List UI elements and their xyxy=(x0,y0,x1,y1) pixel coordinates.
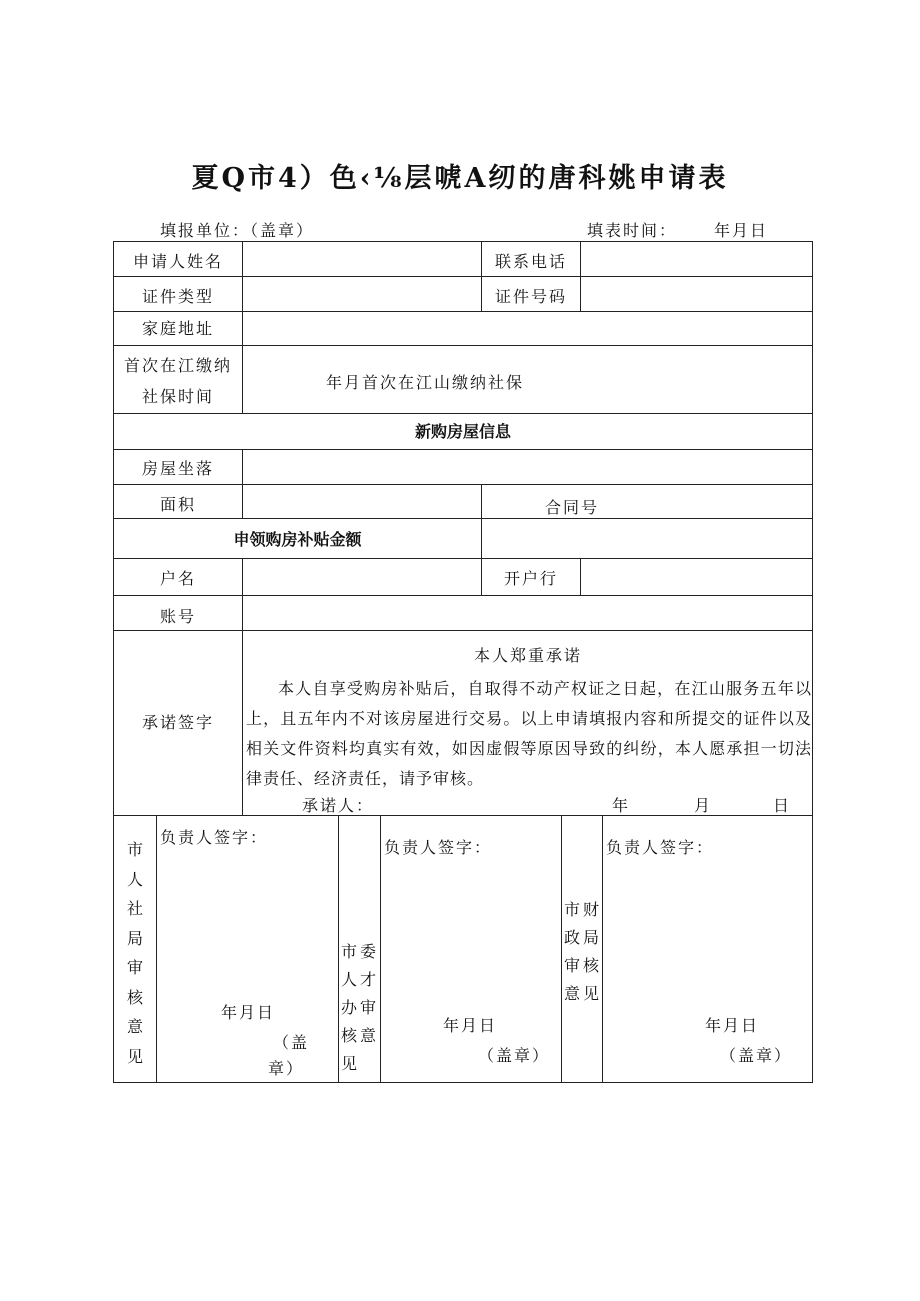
finance-date-label: 年月日 xyxy=(705,1016,760,1035)
house-location-label: 房屋坐落 xyxy=(141,459,214,479)
subsidy-amount-field[interactable] xyxy=(482,519,812,558)
hr-bureau-review-label: 市人社局审核意见 xyxy=(126,840,143,1066)
id-type-field[interactable] xyxy=(243,277,481,311)
bank-field[interactable] xyxy=(581,559,812,595)
pledge-body: 本人自享受购房补贴后，自取得不动产权证之日起，在江山服务五年以上，且五年内不对该房屋进行交易。以上申请填报内容和所提交的证件以及相关文件资料均真实有效，如因虚假等原因导致的纠纷，本人愿承担一切法律责任、经济责任，请予审核。 xyxy=(246,679,812,788)
area-label: 面积 xyxy=(159,495,196,515)
id-number-label: 证件号码 xyxy=(494,287,567,307)
area-field[interactable] xyxy=(243,485,481,518)
pledge-title: 本人郑重承诺 xyxy=(473,646,582,665)
fill-time-value: 年月日 xyxy=(714,221,769,240)
talent-seal-label: （盖章） xyxy=(478,1046,551,1065)
finance-seal-label: （盖章） xyxy=(720,1046,793,1065)
col-divider xyxy=(338,815,339,1082)
account-name-label: 户名 xyxy=(159,568,196,588)
first-social-security-value[interactable]: 年月首次在江山缴纳社保 xyxy=(326,373,525,392)
finance-bureau-review-label: 市财政局审核意见 xyxy=(564,900,603,1003)
pledge-month: 月 xyxy=(694,796,713,815)
applicant-name-label: 申请人姓名 xyxy=(132,252,223,272)
account-name-field[interactable] xyxy=(243,559,481,595)
col-divider xyxy=(156,815,157,1082)
hr-seal-label-a: （盖 xyxy=(273,1033,310,1052)
pledge-label: 承诺签字 xyxy=(141,713,214,733)
applicant-name-field[interactable] xyxy=(243,242,481,276)
phone-field[interactable] xyxy=(581,242,812,276)
form-title: 夏Q市4）色‹⅛层唬A纫的唐科姚申请表 xyxy=(191,163,729,194)
account-no-field[interactable] xyxy=(243,596,812,630)
house-location-field[interactable] xyxy=(243,450,812,484)
bank-label: 开户行 xyxy=(503,568,558,588)
row-divider xyxy=(113,345,813,346)
talent-signature-label: 负责人签字： xyxy=(384,838,493,857)
account-no-label: 账号 xyxy=(159,607,196,627)
phone-label: 联系电话 xyxy=(494,252,567,272)
pledge-day: 日 xyxy=(773,796,792,815)
fill-time-label: 填表时间： xyxy=(587,221,678,240)
col-divider xyxy=(561,815,562,1082)
address-field[interactable] xyxy=(243,312,812,345)
hr-date-label: 年月日 xyxy=(221,1003,276,1022)
talent-date-label: 年月日 xyxy=(443,1016,498,1035)
contract-no-label: 合同号 xyxy=(545,498,600,517)
table-border-bottom xyxy=(113,1082,813,1083)
first-social-security-label: 首次在江缴纳社保时间 xyxy=(123,356,232,406)
id-type-label: 证件类型 xyxy=(141,287,214,307)
id-number-field[interactable] xyxy=(581,277,812,311)
hr-signature-label: 负责人签字： xyxy=(160,828,269,847)
new-house-section-title: 新购房屋信息 xyxy=(414,421,511,441)
fill-unit-label: 填报单位：（盖章） xyxy=(160,221,315,240)
finance-signature-label: 负责人签字： xyxy=(606,838,715,857)
address-label: 家庭地址 xyxy=(141,319,214,339)
pledge-year: 年 xyxy=(612,796,631,815)
talent-office-review-label: 市委人才办审核意见 xyxy=(341,942,380,1073)
subsidy-amount-label: 申领购房补贴金额 xyxy=(233,530,362,550)
hr-seal-label-b: 章） xyxy=(268,1059,305,1078)
table-border-left xyxy=(113,241,114,1083)
pledge-signer-label: 承诺人： xyxy=(302,796,375,815)
